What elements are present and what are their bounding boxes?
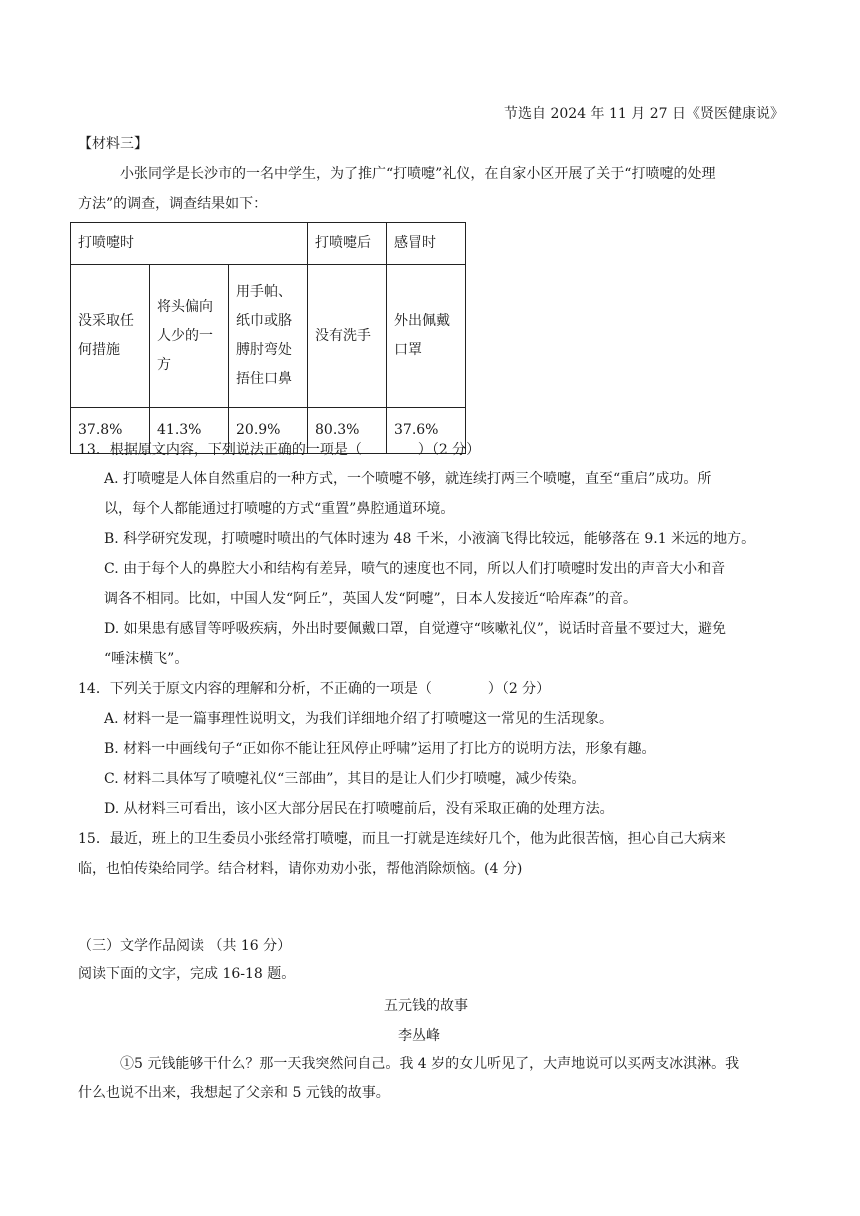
q15-line1: 15．最近，班上的卫生委员小张经常打喷嚏，而且一打就是连续好几个，他为此很苦恼，担心自己大病来 (78, 831, 726, 847)
material3-intro-line2: 方法”的调查，调查结果如下： (78, 196, 268, 212)
option-no-measure: 没采取任 何措施 (71, 265, 150, 408)
option-no-handwash: 没有洗手 (308, 265, 387, 408)
q13-option-c-line2: 调各不相同。比如，中国人发“阿丘”，英国人发“阿嚏”，日本人发接近“哈库森”的音。 (104, 591, 637, 607)
q13-option-a-line2: 以，每个人都能通过打喷嚏的方式“重置”鼻腔通道环境。 (104, 501, 455, 517)
survey-header-row (71, 223, 466, 265)
q14-option-b: B. 材料一中画线句子“正如你不能让狂风停止呼啸”运用了打比方的说明方法，形象有趣。 (104, 741, 656, 757)
q14-stem: 14．下列关于原文内容的理解和分析，不正确的一项是（ ）（2 分） (78, 681, 551, 697)
header-when-sneezing: 打喷嚏时 (71, 223, 308, 265)
story-p1-line2: 什么也说不出来，我想起了父亲和 5 元钱的故事。 (78, 1085, 390, 1101)
q14-option-d: D. 从材料三可看出，该小区大部分居民在打喷嚏前后，没有采取正确的处理方法。 (104, 801, 614, 817)
header-when-cold: 感冒时 (387, 223, 466, 265)
material3-heading: 【材料三】 (78, 136, 148, 152)
percent-cell: 20.9% (229, 408, 308, 454)
section3-heading: （三）文学作品阅读 （共 16 分） (78, 938, 292, 954)
header-after-sneezing: 打喷嚏后 (308, 223, 387, 265)
section3-instruction: 阅读下面的文字，完成 16-18 题。 (78, 966, 296, 982)
option-wear-mask: 外出佩戴 口罩 (387, 265, 466, 408)
story-title: 五元钱的故事 (384, 998, 468, 1014)
survey-table (70, 222, 466, 454)
option-turn-head: 将头偏向 人少的一 方 (150, 265, 229, 408)
survey-options-row (71, 265, 466, 408)
q13-option-c-line1: C. 由于每个人的鼻腔大小和结构有差异，喷气的速度也不同，所以人们打喷嚏时发出的声音大小和音 (104, 561, 726, 577)
story-p1-line1: ①5 元钱能够干什么？那一天我突然问自己。我 4 岁的女儿听见了，大声地说可以买两支冰淇淋。我 (120, 1056, 740, 1072)
q13-option-d-line1: D. 如果患有感冒等呼吸疾病，外出时要佩戴口罩，自觉遵守“咳嗽礼仪”，说话时音量不要过大，避免 (104, 621, 726, 637)
q14-option-a: A. 材料一是一篇事理性说明文，为我们详细地介绍了打喷嚏这一常见的生活现象。 (104, 711, 614, 727)
story-author: 李丛峰 (398, 1028, 440, 1044)
q13-option-d-line2: “唾沫横飞”。 (104, 651, 189, 667)
option-cover-nose: 用手帕、 纸巾或胳 膊肘弯处 捂住口鼻 (229, 265, 308, 408)
material3-intro-line1: 小张同学是长沙市的一名中学生，为了推广“打喷嚏”礼仪，在自家小区开展了关于“打喷嚏的处理 (120, 166, 716, 182)
q13-option-a-line1: A. 打喷嚏是人体自然重启的一种方式，一个喷嚏不够，就连续打两三个喷嚏，直至“重启”成功。所 (104, 471, 712, 487)
source-citation: 节选自 2024 年 11 月 27 日《贤医健康说》 (504, 106, 784, 122)
percent-cell: 37.8% (71, 408, 150, 454)
q13-stem: 13．根据原文内容，下列说法正确的一项是（ ）（2 分） (78, 442, 481, 458)
percent-cell: 41.3% (150, 408, 229, 454)
q15-line2: 临，也怕传染给同学。结合材料，请你劝劝小张，帮他消除烦恼。(4 分) (78, 861, 523, 877)
q13-option-b: B. 科学研究发现，打喷嚏时喷出的气体时速为 48 千米，小液滴飞得比较远，能够落在 9.1 米远的地方。 (104, 531, 756, 547)
percent-cell: 37.6% (387, 408, 466, 454)
q14-option-c: C. 材料二具体写了喷嚏礼仪“三部曲”，其目的是让人们少打喷嚏，减少传染。 (104, 771, 586, 787)
percent-cell: 80.3% (308, 408, 387, 454)
